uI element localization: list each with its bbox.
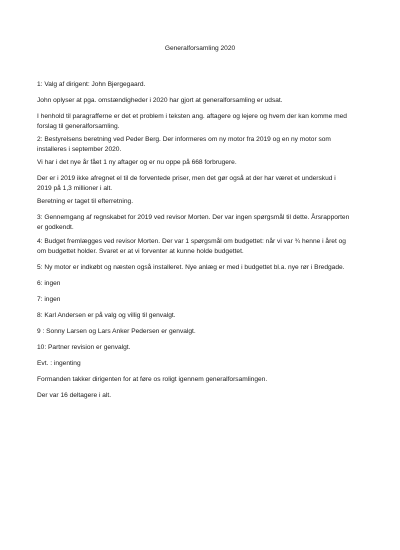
paragraph-ny-motor xyxy=(37,263,367,273)
paragraph-line: 1: Valg af dirigent: John Bjergegaard. xyxy=(37,81,146,88)
paragraph-punkt-10 xyxy=(37,343,367,353)
paragraph-ny-aftager xyxy=(37,158,367,168)
paragraph-underskud xyxy=(37,174,367,194)
paragraph-valg-af-dirigent xyxy=(37,80,367,90)
paragraph-udsat xyxy=(37,96,367,106)
paragraph-line: 7: ingen xyxy=(37,296,61,303)
paragraph-paragrafferne xyxy=(37,112,367,132)
paragraph-budget xyxy=(37,237,367,257)
paragraph-line: 2019 på 1,3 millioner i alt. xyxy=(37,185,113,192)
paragraph-punkt-6 xyxy=(37,279,367,289)
paragraph-line: 10: Partner revision er genvalgt. xyxy=(37,344,131,351)
paragraph-line: 8: Karl Andersen er på valg og villig til genvalgt. xyxy=(37,312,176,319)
paragraph-bestyrelsens-beretning xyxy=(37,135,367,155)
paragraph-punkt-8 xyxy=(37,311,367,321)
paragraph-punkt-7 xyxy=(37,295,367,305)
paragraph-punkt-9 xyxy=(37,327,367,337)
paragraph-line: 9 : Sonny Larsen og Lars Anker Pedersen er genvalgt. xyxy=(37,328,196,335)
paragraph-line: er godkendt. xyxy=(37,224,74,231)
paragraph-line: forslag til generalforsamling. xyxy=(37,123,120,130)
paragraph-line: installeres i september 2020. xyxy=(37,146,122,153)
paragraph-evt xyxy=(37,359,367,369)
paragraph-line: Der var 16 deltagere i alt. xyxy=(37,392,112,399)
paragraph-line: Der er i 2019 ikke afregnet el til de forventede priser, men det gør også at der har været et underskud i xyxy=(37,175,336,182)
paragraph-deltagere xyxy=(37,391,367,401)
paragraph-line: Beretning er taget til efterretning. xyxy=(37,198,134,205)
paragraph-line: 4: Budget fremlægges ved revisor Morten. Der var 1 spørgsmål om budgettet: når vi var ¾ henne i året og xyxy=(37,238,346,245)
paragraph-line: Evt. : ingenting xyxy=(37,360,81,367)
paragraph-line: om budgettet holder. Svaret er at vi forventer at kunne holde budgettet. xyxy=(37,248,244,255)
paragraph-line: 6: ingen xyxy=(37,280,61,287)
paragraph-efterretning xyxy=(37,197,367,207)
paragraph-line: I henhold til paragrafferne er det et problem i teksten ang. aftagere og lejere og hvem der kan komme med xyxy=(37,113,347,120)
paragraph-line: Vi har i det nye år fået 1 ny aftager og er nu oppe på 668 forbrugere. xyxy=(37,159,237,166)
paragraph-formanden-takker xyxy=(37,375,367,385)
paragraph-line: 2: Bestyrelsens beretning ved Peder Berg. Der informeres om ny motor fra 2019 og en ny motor som xyxy=(37,136,331,143)
paragraph-line: Formanden takker dirigenten for at føre os roligt igennem generalforsamlingen. xyxy=(37,376,268,383)
paragraph-regnskab xyxy=(37,213,367,233)
paragraph-line: 5: Ny motor er indkøbt og næsten også installeret. Nye anlæg er med i budgettet bl.a. nye rør i Bredgade. xyxy=(37,264,345,271)
paragraph-line: John oplyser at pga. omstændigheder i 2020 har gjort at generalforsamling er udsat. xyxy=(37,97,283,104)
paragraph-line: 3: Gennemgang af regnskabet for 2019 ved revisor Morten. Der var ingen spørgsmål til dette. Årsrapporten xyxy=(37,214,350,221)
document-title: Generalforsamling 2020 xyxy=(164,45,236,52)
